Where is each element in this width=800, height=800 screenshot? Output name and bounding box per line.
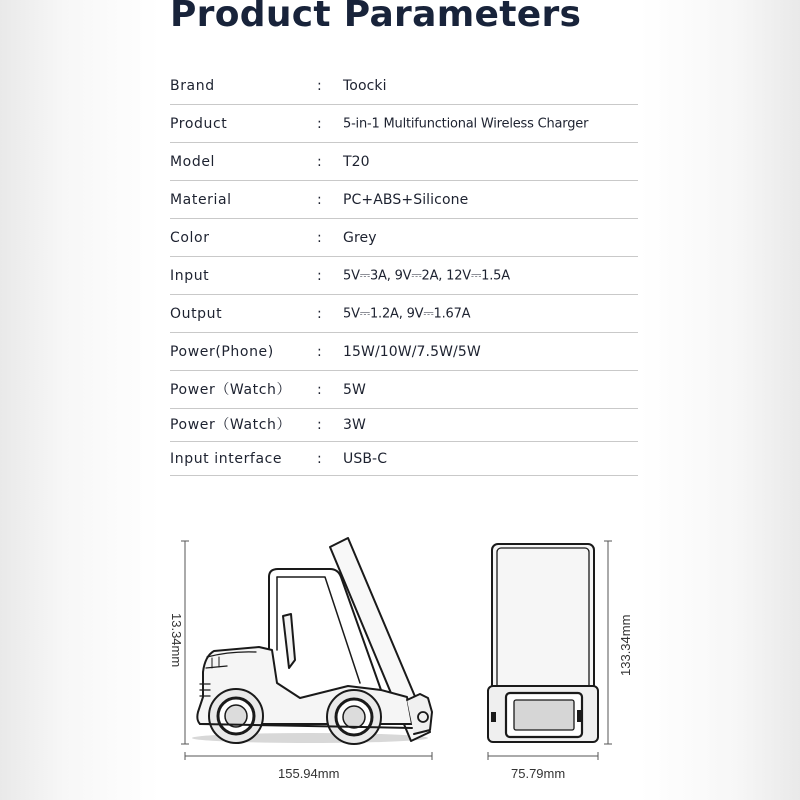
separator: : (317, 115, 322, 132)
param-value-input-interface: USB-C (343, 450, 388, 467)
param-label-power-watch: Power（Watch） (170, 381, 292, 398)
param-value-material: PC+ABS+Silicone (343, 191, 469, 208)
side-height-label: 13.34mm (169, 613, 184, 668)
param-value-color: Grey (343, 229, 377, 246)
separator: : (317, 417, 322, 433)
separator: : (317, 343, 322, 360)
page-title: Product Parameters (170, 0, 582, 35)
param-value-power-watch: 5W (343, 381, 366, 398)
param-label-material: Material (170, 191, 232, 208)
param-value-model: T20 (343, 153, 370, 170)
param-label-input: Input (170, 267, 210, 284)
front-view-illustration (488, 544, 598, 742)
side-width-label: 155.94mm (278, 766, 340, 781)
front-height-label: 133.34mm (618, 614, 633, 676)
param-label-input-interface: Input interface (170, 450, 283, 467)
param-label-power-watch-2: Power（Watch） (170, 417, 292, 433)
separator: : (317, 191, 322, 208)
side-view-illustration (192, 538, 432, 744)
param-label-model: Model (170, 153, 216, 170)
param-label-brand: Brand (170, 77, 215, 94)
param-label-power-phone: Power(Phone) (170, 343, 274, 360)
param-value-input: 5V⎓3A, 9V⎓2A, 12V⎓1.5A (343, 268, 510, 283)
param-value-output: 5V⎓1.2A, 9V⎓1.67A (343, 306, 471, 321)
separator: : (317, 305, 322, 322)
param-value-brand: Toocki (343, 77, 387, 94)
param-value-power-phone: 15W/10W/7.5W/5W (343, 343, 481, 360)
separator: : (317, 153, 322, 170)
param-label-color: Color (170, 229, 210, 246)
param-label-product: Product (170, 115, 228, 132)
front-width-label: 75.79mm (511, 766, 566, 781)
separator: : (317, 77, 322, 94)
param-label-output: Output (170, 305, 223, 322)
param-value-power-watch-2: 3W (343, 417, 366, 433)
separator: : (317, 381, 322, 398)
separator: : (317, 450, 322, 467)
param-value-product: 5-in-1 Multifunctional Wireless Charger (343, 116, 589, 131)
separator: : (317, 229, 322, 246)
separator: : (317, 267, 322, 284)
